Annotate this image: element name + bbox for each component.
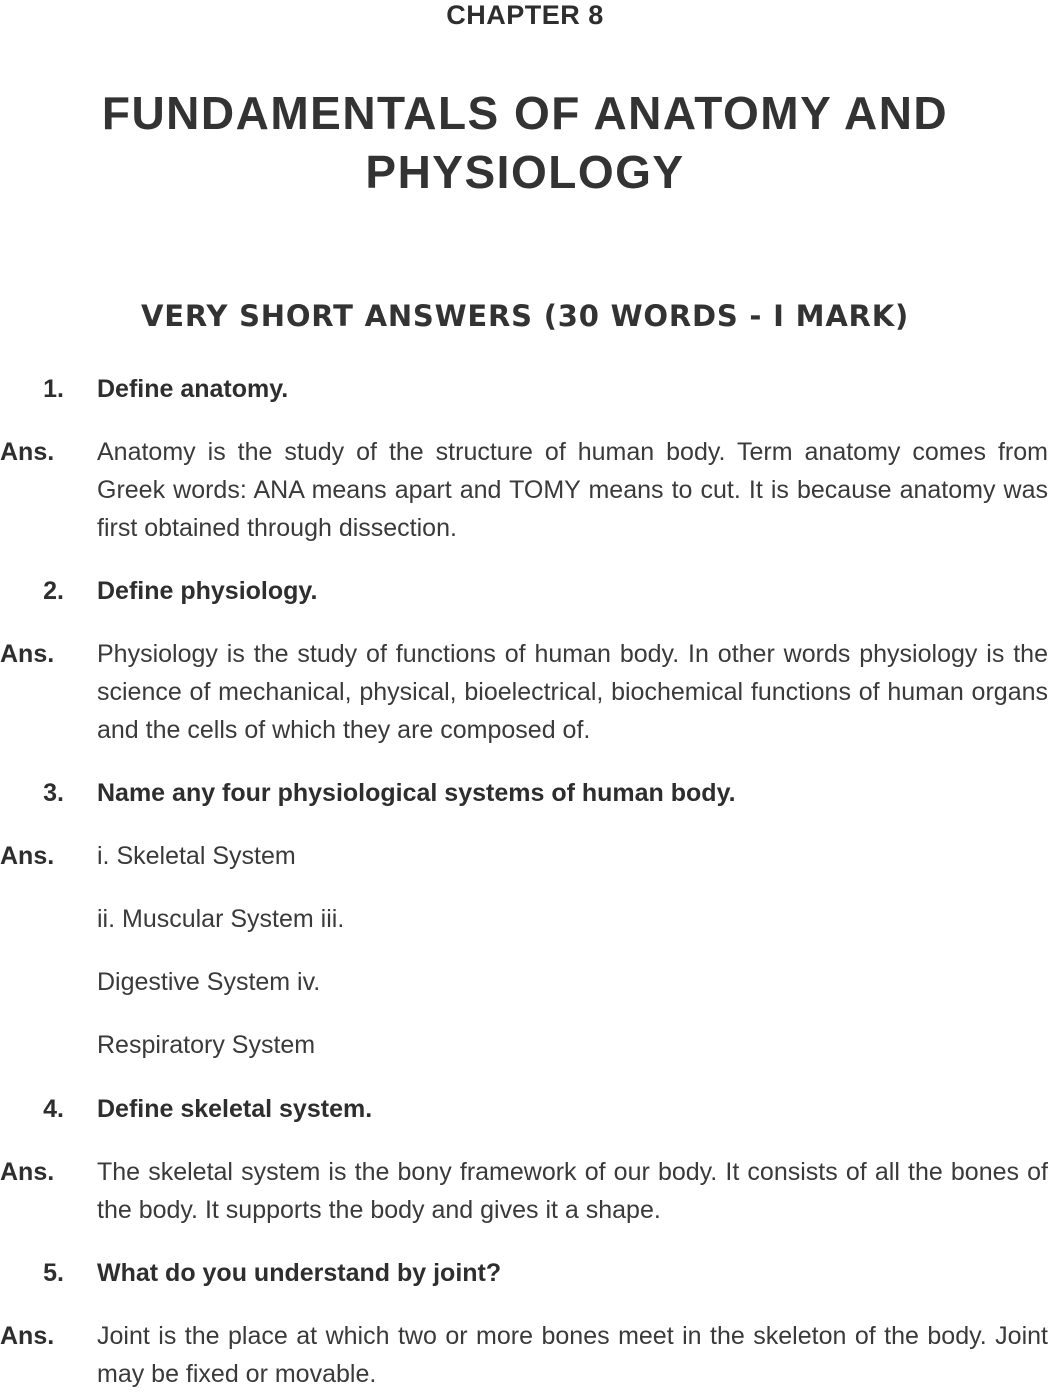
question-text: Name any four physiological systems of human body. xyxy=(97,779,736,807)
chapter-label: CHAPTER 8 xyxy=(446,0,604,30)
question-number: 2. xyxy=(43,577,64,605)
section-heading: VERY SHORT ANSWERS (30 WORDS - I MARK) xyxy=(140,299,910,333)
chapter-title: FUNDAMENTALS OF ANATOMY AND PHYSIOLOGY xyxy=(101,87,949,198)
answer-label: Ans. xyxy=(0,1322,55,1350)
answer-list-item: Respiratory System xyxy=(97,1031,316,1059)
answer-label: Ans. xyxy=(0,1158,55,1186)
answer-label: Ans. xyxy=(0,640,55,668)
question-text: Define physiology. xyxy=(97,577,318,605)
question-number: 3. xyxy=(43,779,64,807)
answer-list-item: ii. Muscular System iii. xyxy=(97,905,345,933)
answer-text: Anatomy is the study of the structure of human body. Term anatomy comes from Greek words: ANA means apart and TOMY means to cut. It is because anatomy was first obtained through dissection. xyxy=(97,438,1048,542)
question-number: 4. xyxy=(43,1095,64,1123)
answer-text: Joint is the place at which two or more bones meet in the skeleton of the body. Joint may be fixed or movable. xyxy=(97,1322,1048,1388)
answer-label: Ans. xyxy=(0,438,55,466)
question-number: 5. xyxy=(43,1259,64,1287)
question-number: 1. xyxy=(43,375,64,403)
answer-text: The skeletal system is the bony framework of our body. It consists of all the bones of the body. It supports the body and gives it a shape. xyxy=(97,1158,1048,1224)
answer-list-item: Digestive System iv. xyxy=(97,968,321,996)
question-text: What do you understand by joint? xyxy=(97,1259,502,1287)
question-text: Define skeletal system. xyxy=(97,1095,373,1123)
answer-label: Ans. xyxy=(0,842,55,870)
question-text: Define anatomy. xyxy=(97,375,289,403)
answer-list-item: i. Skeletal System xyxy=(97,842,296,870)
answer-text: Physiology is the study of functions of human body. In other words physiology is the science of mechanical, physical, bioelectrical, biochemical functions of human organs and the cells of which they are composed of. xyxy=(97,640,1048,744)
